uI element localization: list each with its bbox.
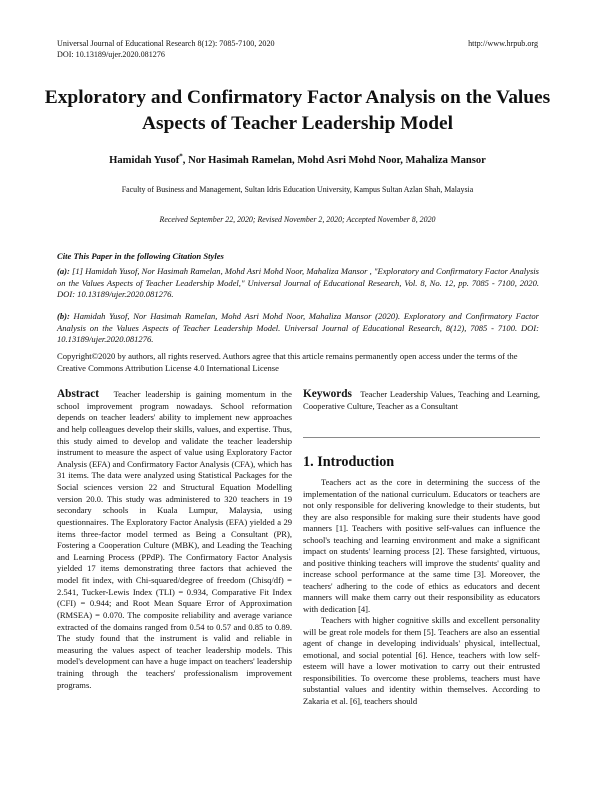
citation-b-text: Hamidah Yusof, Nor Hasimah Ramelan, Mohd Asri Mohd Noor, Mahaliza Mansor (2020). Exploratory and Confirmatory Factor Analysis on the Values Aspects of Teacher Leadership Model. Universal Journal of Educational Research, 8(12), 7085 - 7100. DOI: 10.13189/ujer.2020.081276. [57,311,539,345]
received-dates: Received September 22, 2020; Revised November 2, 2020; Accepted November 8, 2020 [159,215,436,224]
doi-header: DOI: 10.13189/ujer.2020.081276 [57,50,165,59]
paper-title: Exploratory and Confirmatory Factor Analysis on the Values Aspects of Teacher Leadership Model [44,87,551,134]
citation-b-label: (b): [57,311,70,321]
journal-url[interactable]: http://www.hrpub.org [468,39,538,48]
copyright-notice: Copyright©2020 by authors, all rights reserved. Authors agree that this article remains permanently open access under the terms of the Creative Commons Attribution License 4.0 International License [57,351,518,373]
abstract-text: Teacher leadership is gaining momentum in the school improvement program nowadays. School reformation depends on teacher leaders' ability to implement new approaches and help colleagues develop their skills, values, and expertise. Thus, this study aimed to develop and validate the teacher leadership instrument to measure the aspect of value using Exploratory Factor Analysis (EFA) and Confirmatory Factor Analysis (CFA), which has 31 items. The data were analyzed using Statistical Packages for the Social sciences version 22 and Structural Equation Modelling version 20.0. This study was administered to 320 teachers in 19 secondary schools in Kuala Lumpur, Malaysia, using questionnaires. The Exploratory Factor Analysis (EFA) yielded a 29 items three-factor model termed as Being a Consultant (PR), Fostering a Cooperation Culture (MBK), and Leading the Teaching and Learning Process (PPdP). The Confirmatory Factor Analysis yielded 17 items demonstrating three factors that achieved the model fit index, with Chi-squared/degree of freedom (Chisq/df) = 2.541, Tucker-Lewis Index (TLI) = 0.934, Comparative Fit Index (CFI) = 0.944; and Root Mean Square Error of Approximation (RMSEA) = 0.070. The composite reliability and average variance extracted of the domains ranged from 0.54 to 0.57 and 0.85 to 0.89. The study found that the instrument is valid and reliable in measuring the values aspect of teacher leadership models. This model's development can have a huge impact on teachers' leadership training through the teachers' professionalism improvement programs. [57,389,292,690]
citation-style-a [57,266,539,301]
section-divider [303,437,540,438]
introduction-heading: 1. Introduction [303,454,395,470]
abstract-section [57,389,292,691]
introduction-body [303,477,540,707]
corresponding-mark: * [179,152,183,161]
other-authors: , Nor Hasimah Ramelan, Mohd Asri Mohd Noor, Mahaliza Mansor [182,155,486,166]
affiliation: Faculty of Business and Management, Sultan Idris Education University, Kampus Sultan Azlan Shah, Malaysia [121,185,474,194]
keywords-section [303,389,540,412]
journal-citation-header: Universal Journal of Educational Research 8(12): 7085-7100, 2020 [57,39,275,48]
introduction-paragraph-1: Teachers act as the core in determining the success of the implementation of the national curriculum. Educators or teachers are not only responsible for delivering knowledge to their students, but they are also responsible for making sure their students have good manners [1]. Teachers with positive self-values can influence the school's teaching and learning environment and make a significant impact on students' learning process [2]. These farsighted, virtuous, and positive thinking teachers will improve the students' quality and increase school performance at the same time [3]. Moreover, the teachers' adhering to the code of ethics as educators and decent manners will make them carry out their responsibility as educators with dedication [4]. [303,477,540,614]
first-author: Hamidah Yusof [109,155,180,166]
author-list [40,152,555,166]
introduction-paragraph-2: Teachers with higher cognitive skills and excellent personality will be great role models for them [5]. Teachers are also an essential agent of change in developing individuals' physical, intellectual, emotional, and social potential [6]. Hence, teachers with low self-esteem will have a lower motivation to carry out their entrusted responsibilities. To overcome these problems, teachers must have substantial values and identity within themselves. According to Zakaria et al. [6], teachers should [303,615,540,706]
keywords-heading: Keywords [303,388,352,400]
citation-a-text: [1] Hamidah Yusof, Nor Hasimah Ramelan, Mohd Asri Mohd Noor, Mahaliza Mansor , "Exploratory and Confirmatory Factor Analysis on the Values Aspects of Teacher Leadership Model," Universal Journal of Educational Research, Vol. 8, No. 12, pp. 7085 - 7100, 2020. DOI: 10.13189/ujer.2020.081276. [57,266,539,300]
abstract-heading: Abstract [57,388,100,400]
citation-a-label: (a): [57,266,70,276]
keywords-text: Teacher Leadership Values, Teaching and Learning, Cooperative Culture, Teacher as a Consultant [303,389,540,411]
citation-style-b [57,311,539,346]
citation-heading: Cite This Paper in the following Citation Styles [57,251,224,261]
